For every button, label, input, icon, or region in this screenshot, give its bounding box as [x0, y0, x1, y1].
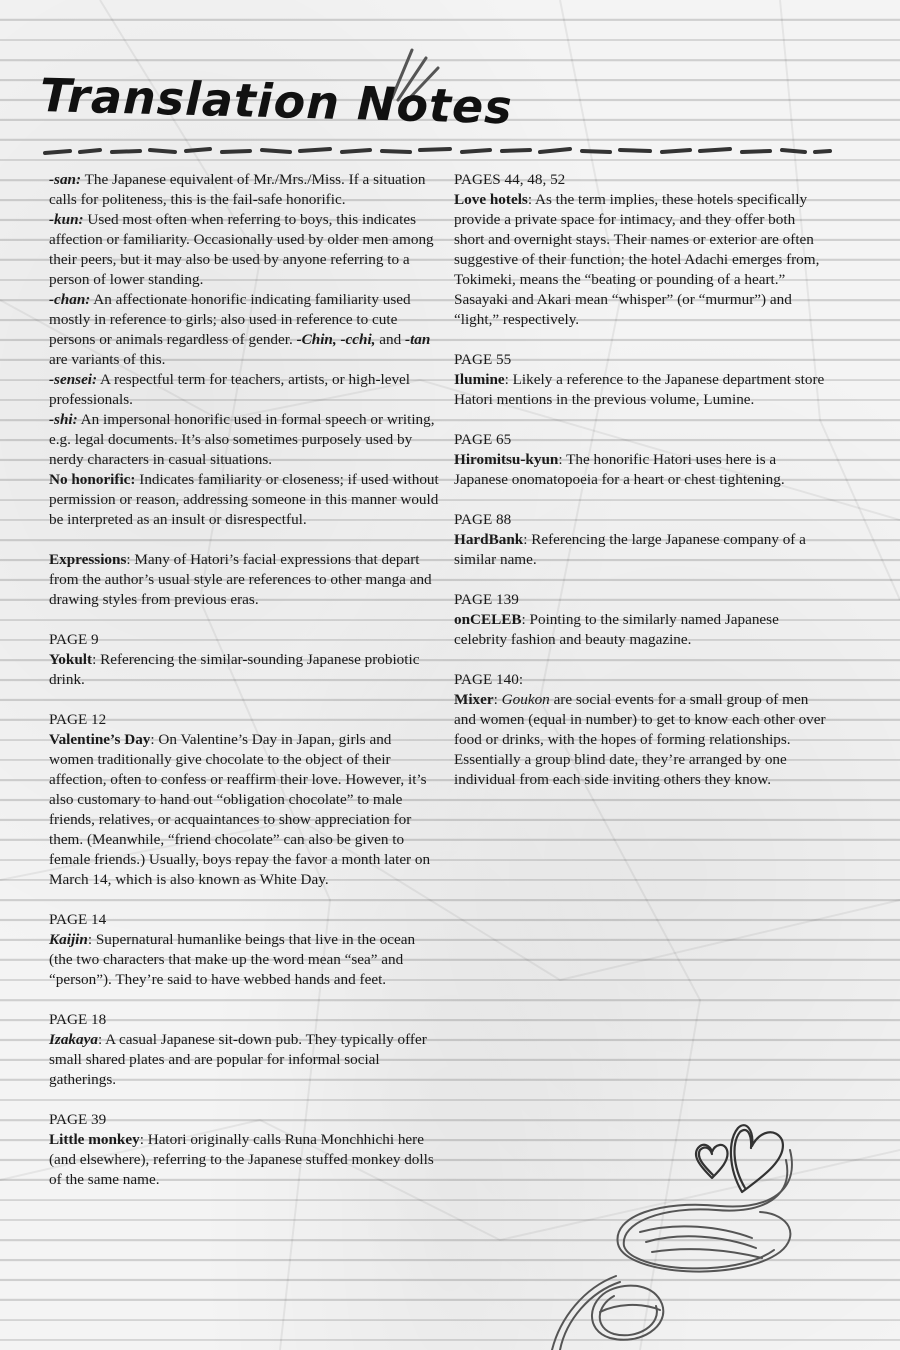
- page-title: Translation Notes: [39, 68, 514, 135]
- heart-large-icon: [731, 1125, 783, 1192]
- note-page-heading: PAGES 44, 48, 52: [454, 171, 566, 188]
- note-page-heading: PAGE 18: [49, 1011, 107, 1028]
- note-mixer: Mixer: Goukon are social events for a small group of men and women (equal in number) to get to know each other over food or drinks, with the hopes of forming relationships. Essentially a group blind date, they’re arranged by one individual from each side inviting others they know.: [454, 691, 826, 788]
- note-little-monkey: Little monkey: Hatori originally calls Runa Monchhichi here (and elsewhere), referring to the Japanese stuffed monkey dolls of the same name.: [49, 1131, 434, 1188]
- note-hiromitsu-kyun: Hiromitsu-kyun: The honorific Hatori uses here is a Japanese onomatopoeia for a heart or chest tightening.: [454, 451, 785, 488]
- note-shi: -shi: An impersonal honorific used in formal speech or writing, e.g. legal documents. It’s also sometimes purposely used by nerdy characters in casual situations.: [49, 411, 435, 468]
- note-page-heading: PAGE 88: [454, 511, 512, 528]
- heart-small-icon: [696, 1145, 728, 1178]
- note-page-heading: PAGE 12: [49, 711, 107, 728]
- note-sensei: -sensei: A respectful term for teachers, artists, or high-level professionals.: [49, 371, 411, 408]
- note-page-heading: PAGE 14: [49, 911, 107, 928]
- note-ilumine: Ilumine: Likely a reference to the Japanese department store Hatori mentions in the previous volume, Lumine.: [454, 371, 825, 408]
- note-chan: -chan: An affectionate honorific indicating familiarity used mostly in reference to girls; also used in reference to cute persons or animals regardless of gender. -Chin, -cchi, and -tan are variants of this.: [49, 291, 431, 368]
- note-love-hotels: Love hotels: As the term implies, these hotels specifically provide a private space for intimacy, and they offer both short and overnight stays. Their names or exterior are often suggestive of their function; the hotel Adachi emerges from, Tokimeki, means the “beating or pounding of a heart.” Sasayaki and Akari mean “whisper” (or “murmur”) and “light,” respectively.: [454, 191, 820, 328]
- note-page-heading: PAGE 140:: [454, 671, 524, 688]
- note-kun: -kun: Used most often when referring to boys, this indicates affection or familiarity. Occasionally used by older men among their peers, but it may also be used by anyone referring to a person of lower standing.: [49, 211, 434, 288]
- note-yokult: Yokult: Referencing the similar-sounding Japanese probiotic drink.: [49, 651, 420, 688]
- note-page-heading: PAGE 139: [454, 591, 519, 608]
- note-izakaya: Izakaya: A casual Japanese sit-down pub. They typically offer small shared plates and are popular for informal social gatherings.: [49, 1031, 427, 1088]
- note-valentines-day: Valentine’s Day: On Valentine’s Day in Japan, girls and women traditionally give chocolate to the object of their affection, often to confess or reaffirm their love. However, it’s also customary to hand out “obligation chocolate” to male friends, relatives, or acquaintances to show appreciation for them. (Meanwhile, “friend chocolate” can also be given to female friends.) Usually, boys repay the favor a month later on March 14, which is also known as White Day.: [49, 731, 431, 888]
- note-hardbank: HardBank: Referencing the large Japanese company of a similar name.: [454, 531, 806, 568]
- note-kaijin: Kaijin: Supernatural humanlike beings that live in the ocean (the two characters that make up the word mean “sea” and “person”). They’re said to have webbed hands and feet.: [49, 931, 416, 988]
- note-page-heading: PAGE 9: [49, 631, 99, 648]
- note-page-heading: PAGE 39: [49, 1111, 107, 1128]
- note-page-heading: PAGE 55: [454, 351, 512, 368]
- note-page-heading: PAGE 65: [454, 431, 512, 448]
- note-oncelebs: onCELEB: Pointing to the similarly named Japanese celebrity fashion and beauty magazine.: [454, 611, 779, 648]
- note-no-honorific: No honorific: Indicates familiarity or closeness; if used without permission or reason, addressing someone in this manner would be interpreted as an insult or disrespectful.: [49, 471, 439, 528]
- note-expressions: Expressions: Many of Hatori’s facial expressions that depart from the author’s usual style are references to other manga and drawing styles from previous eras.: [49, 551, 432, 608]
- swirl-doodle-icon: [552, 1150, 792, 1350]
- note-san: -san: The Japanese equivalent of Mr./Mrs./Miss. If a situation calls for politeness, this is the fail-safe honorific.: [49, 171, 426, 208]
